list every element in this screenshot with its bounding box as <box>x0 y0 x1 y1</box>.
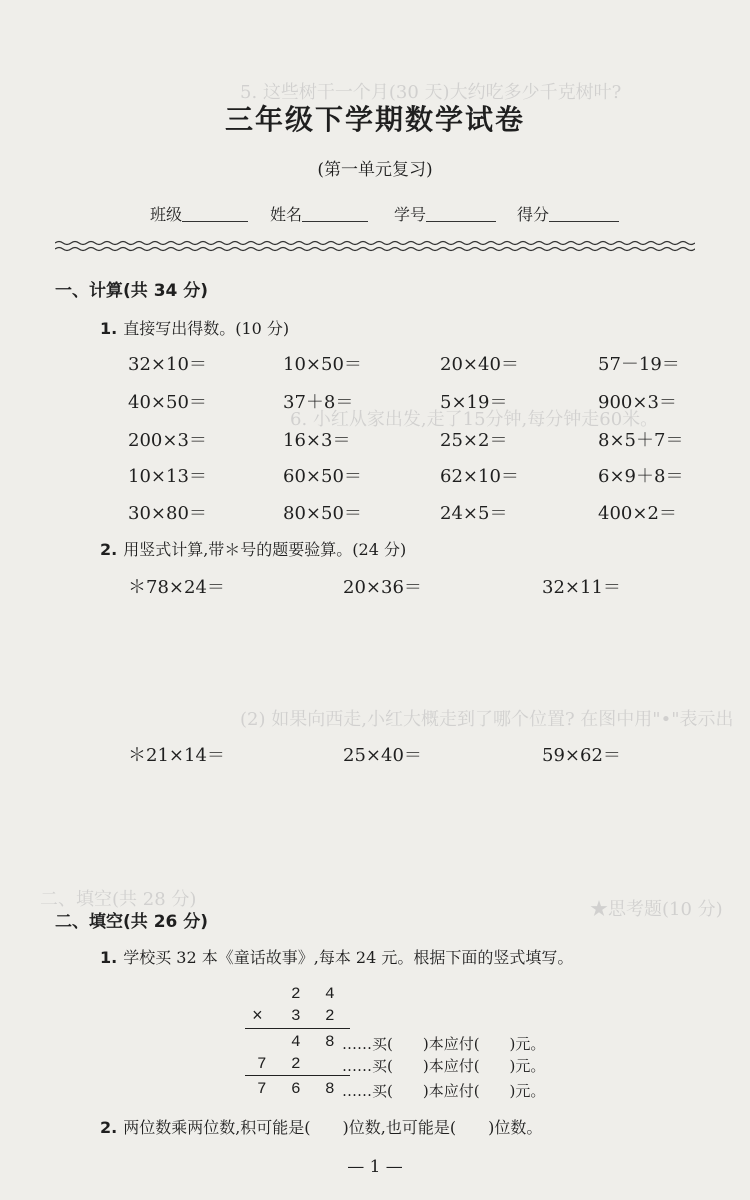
question-1-2: 2. 用竖式计算,带＊号的题要验算。(24 分) <box>100 540 407 559</box>
name-blank[interactable] <box>302 205 368 222</box>
expr-cell[interactable]: 30×80＝ <box>128 503 207 524</box>
expr-cell[interactable]: 10×50＝ <box>283 354 362 375</box>
class-field[interactable] <box>150 202 248 225</box>
fill-blank-line[interactable]: ……买( )本应付( )元。 <box>342 1057 546 1075</box>
expr-cell[interactable]: 200×3＝ <box>128 430 207 451</box>
digit: 3 <box>291 1007 301 1025</box>
digit: 2 <box>325 1007 335 1025</box>
name-field[interactable] <box>270 202 368 225</box>
expr-cell[interactable]: 24×5＝ <box>440 503 508 524</box>
section-2-heading: 二、填空(共 26 分) <box>55 912 209 932</box>
expr-cell[interactable]: 10×13＝ <box>128 466 207 487</box>
digit: 6 <box>291 1080 301 1098</box>
class-blank[interactable] <box>182 205 248 222</box>
vertical-calc-problem[interactable]: 59×62＝ <box>542 745 621 766</box>
question-2-2[interactable]: 2. 两位数乘两位数,积可能是( )位数,也可能是( )位数。 <box>100 1118 543 1137</box>
expr-cell[interactable]: 8×5＋7＝ <box>598 430 684 451</box>
digit: 2 <box>291 985 301 1003</box>
expr-cell[interactable]: 80×50＝ <box>283 503 362 524</box>
page-number: — 1 — <box>347 1157 403 1177</box>
number-label: 学号 <box>394 205 427 224</box>
expr-cell[interactable]: 6×9＋8＝ <box>598 466 684 487</box>
question-1-1: 1. 直接写出得数。(10 分) <box>100 319 290 338</box>
score-field[interactable] <box>517 202 619 225</box>
number-field[interactable] <box>394 202 496 225</box>
expr-cell[interactable]: 60×50＝ <box>283 466 362 487</box>
score-blank[interactable] <box>549 205 619 222</box>
digit: 8 <box>325 1033 335 1051</box>
expr-cell[interactable]: 57－19＝ <box>598 354 680 375</box>
expr-cell[interactable]: 32×10＝ <box>128 354 207 375</box>
bleed-through-text: ★思考题(10 分) <box>590 899 723 920</box>
wavy-divider <box>55 240 695 252</box>
fill-blank-line[interactable]: ……买( )本应付( )元。 <box>342 1035 546 1053</box>
bleed-through-text: 5. 这些树干一个月(30 天)大约吃多少千克树叶? <box>240 82 622 103</box>
digit: 8 <box>325 1080 335 1098</box>
expr-cell[interactable]: 62×10＝ <box>440 466 519 487</box>
expr-cell[interactable]: 5×19＝ <box>440 392 508 413</box>
expr-cell[interactable]: 40×50＝ <box>128 392 207 413</box>
expr-cell[interactable]: 20×40＝ <box>440 354 519 375</box>
vertical-calc-problem[interactable]: ＊21×14＝ <box>128 745 225 766</box>
digit: 4 <box>291 1033 301 1051</box>
page-title: 三年级下学期数学试卷 <box>224 103 525 136</box>
digit: 2 <box>291 1055 301 1073</box>
expr-cell[interactable]: 37＋8＝ <box>283 392 354 413</box>
bleed-through-text: (2) 如果向西走,小红大概走到了哪个位置? 在图中用"•"表示出 <box>240 709 734 730</box>
multiply-sign: × <box>252 1007 263 1027</box>
page-subtitle: (第一单元复习) <box>317 160 433 180</box>
vertical-calc-problem[interactable]: 25×40＝ <box>343 745 422 766</box>
question-2-1: 1. 学校买 32 本《童话故事》,每本 24 元。根据下面的竖式填写。 <box>100 948 574 967</box>
rule-line <box>245 1028 350 1029</box>
class-label: 班级 <box>150 205 183 224</box>
expr-cell[interactable]: 400×2＝ <box>598 503 677 524</box>
vertical-calc-problem[interactable]: ＊78×24＝ <box>128 577 225 598</box>
rule-line <box>245 1075 350 1076</box>
number-blank[interactable] <box>426 205 496 222</box>
vertical-calc-problem[interactable]: 32×11＝ <box>542 577 621 598</box>
fill-blank-line[interactable]: ……买( )本应付( )元。 <box>342 1082 546 1100</box>
bleed-through-text: 6. 小红从家出发,走了15分钟,每分钟走60米。 <box>290 409 659 430</box>
name-label: 姓名 <box>270 205 303 224</box>
digit: 7 <box>257 1080 267 1098</box>
digit: 7 <box>257 1055 267 1073</box>
expr-cell[interactable]: 25×2＝ <box>440 430 508 451</box>
score-label: 得分 <box>517 205 550 224</box>
expr-cell[interactable]: 16×3＝ <box>283 430 351 451</box>
expr-cell[interactable]: 900×3＝ <box>598 392 677 413</box>
vertical-calc-problem[interactable]: 20×36＝ <box>343 577 422 598</box>
digit: 4 <box>325 985 335 1003</box>
bleed-through-text: 二、填空(共 28 分) <box>40 889 197 910</box>
section-1-heading: 一、计算(共 34 分) <box>55 281 209 301</box>
